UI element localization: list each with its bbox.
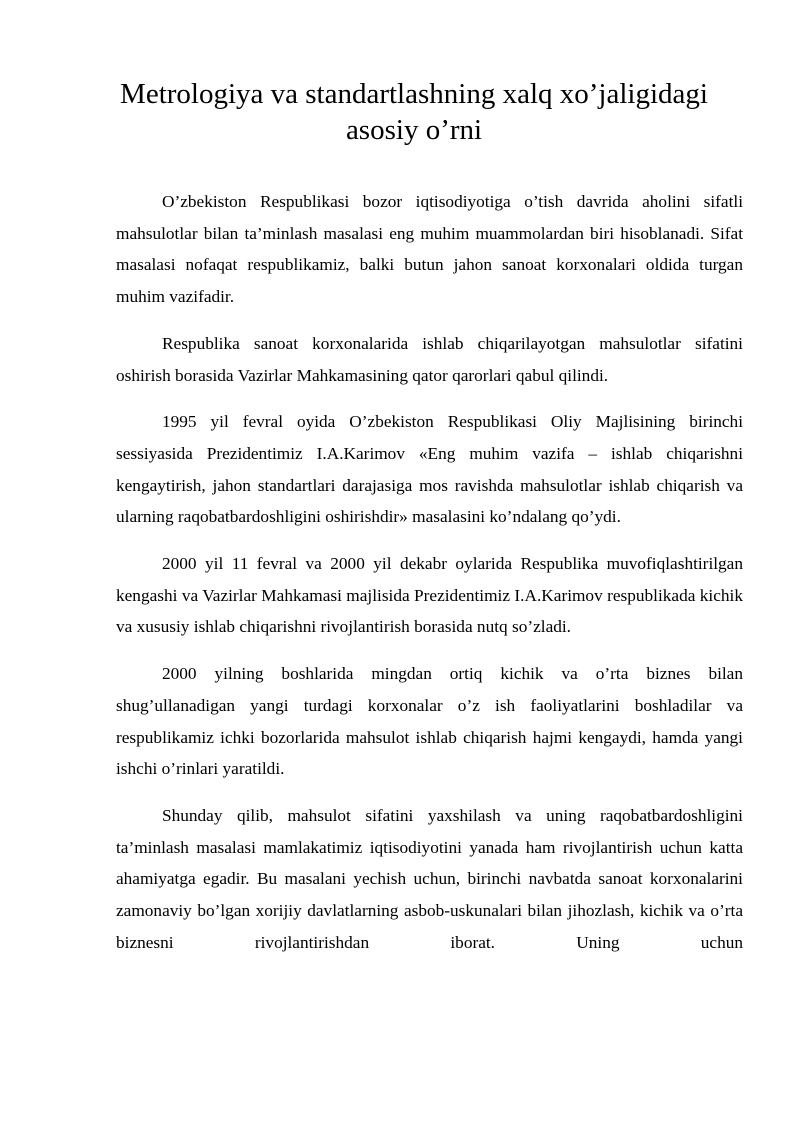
paragraph-3: 1995 yil fevral oyida O’zbekiston Respublikasi Oliy Majlisining birinchi sessiyasida Prezidentimiz I.A.Karimov «Eng muhim vazifa – ishlab chiqarishni kengaytirish, jahon standartlari darajasiga mos ravishda mahsulotlar ishlab chiqarish va ularning raqobatbardoshligini oshirishdir» masalasini ko’ndalang qo’ydi. [116,412,743,527]
paragraph-2: Respublika sanoat korxonalarida ishlab chiqarilayotgan mahsulotlar sifatini oshirish borasida Vazirlar Mahkamasining qator qarorlari qabul qilindi. [116,333,743,385]
paragraph-6: Shunday qilib, mahsulot sifatini yaxshilash va uning raqobatbardoshligini ta’minlash masalasi mamlakatimiz iqtisodiyotini yanada ham rivojlantirish uchun katta ahamiyatga egadir. Bu masalani yechish uchun, birinchi navbatda sanoat korxonalarini zamonaviy bo’lgan xorijiy davlatlarning asbob-uskunalari bilan jihozlash, kichik va o’rta biznesni rivojlantirishdan iborat. Uning uchun [116,805,743,952]
document-title: Metrologiya va standartlashning xalq xo’jaligidagi asosiy o’rni [120,78,708,146]
document-body [116,186,743,973]
paragraph-1: O’zbekiston Respublikasi bozor iqtisodiyotiga o’tish davrida aholini sifatli mahsulotlar bilan ta’minlash masalasi eng muhim muammolardan biri hisoblanadi. Sifat masalasi nofaqat respublikamiz, balki butun jahon sanoat korxonalari oldida turgan muhim vazifadir. [116,192,743,307]
paragraph-5: 2000 yilning boshlarida mingdan ortiq kichik va o’rta biznes bilan shug’ullanadigan yangi turdagi korxonalar o’z ish faoliyatlarini boshladilar va respublikamiz ichki bozorlarida mahsulot ishlab chiqarish hajmi kengaydi, hamda yangi ishchi o’rinlari yaratildi. [116,664,743,779]
paragraph-4: 2000 yil 11 fevral va 2000 yil dekabr oylarida Respublika muvofiqlashtirilgan kengashi va Vazirlar Mahkamasi majlisida Prezidentimiz I.A.Karimov respublikada kichik va xususiy ishlab chiqarishni rivojlantirish borasida nutq so’zladi. [116,554,743,637]
